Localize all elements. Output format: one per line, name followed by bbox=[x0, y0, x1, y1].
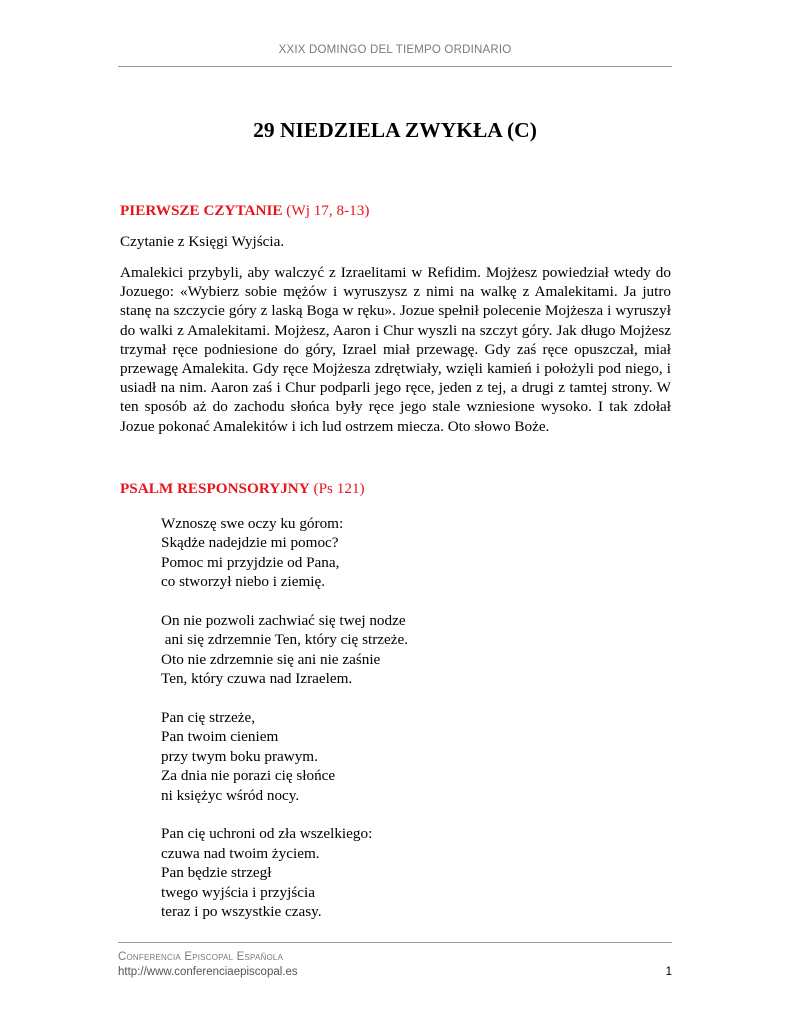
psalm-line: Pomoc mi przyjdzie od Pana, bbox=[161, 553, 340, 571]
footer-url-link[interactable]: http://www.conferenciaepiscopal.es bbox=[118, 966, 298, 978]
footer-organization: Conferencia Episcopal Española bbox=[118, 951, 284, 963]
psalm-line: Pan cię uchroni od zła wszelkiego: bbox=[161, 825, 373, 843]
psalm-body bbox=[161, 514, 408, 941]
psalm-line: czuwa nad twoim życiem. bbox=[161, 844, 320, 862]
footer-divider bbox=[118, 942, 672, 943]
first-reading-label: PIERWSZE CZYTANIE bbox=[120, 202, 283, 219]
first-reading-reference: (Wj 17, 8-13) bbox=[286, 202, 370, 219]
psalm-line: Wznoszę swe oczy ku górom: bbox=[161, 515, 344, 532]
psalm-label: PSALM RESPONSORYJNY bbox=[120, 480, 310, 497]
psalm-line: Pan twoim cieniem bbox=[161, 728, 279, 746]
first-reading-text: Amalekici przybyli, aby walczyć z Izraelitami w Refidim. Mojżesz powiedział wtedy do Jozuego: «Wybierz sobie mężów i wyruszysz z nimi na walkę z Amalekitami. Ja jutro stanę na szczycie góry z laską Boga w ręku». Jozue spełnił polecenie Mojżesza i wyruszył do walki z Amalekitami. Mojżesz, Aaron i Chur wyszli na szczyt góry. Jak długo Mojżesz trzymał ręce podniesione do góry, Izrael miał przewagę. Gdy zaś ręce opuszczał, miał przewagę Amalekita. Gdy ręce Mojżesza zdrętwiały, wzięli kamień i położyli pod niego, i usiadł na nim. Aaron zaś i Chur podparli jego ręce, jeden z tej, a drugi z tamtej strony. W ten sposób aż do zachodu słońca były ręce jego stale wzniesione wysoko. I tak zdołał Jozue pokonać Amalekitów i ich lud ostrzem miecza. Oto słowo Boże. bbox=[120, 264, 671, 435]
psalm-line: przy twym boku prawym. bbox=[161, 747, 318, 765]
psalm-line: ni księżyc wśród nocy. bbox=[161, 786, 300, 804]
page-number: 1 bbox=[665, 966, 672, 978]
psalm-line: teraz i po wszystkie czasy. bbox=[161, 903, 322, 921]
psalm-stanza bbox=[161, 708, 408, 805]
psalm-line: twego wyjścia i przyjścia bbox=[161, 883, 315, 901]
psalm-line: ani się zdrzemnie Ten, który cię strzeże. bbox=[161, 631, 409, 649]
psalm-line: Za dnia nie porazi cię słońce bbox=[161, 767, 336, 785]
psalm-stanza bbox=[161, 824, 408, 921]
psalm-line: Ten, który czuwa nad Izraelem. bbox=[161, 670, 353, 688]
psalm-line: Skądże nadejdzie mi pomoc? bbox=[161, 534, 339, 552]
psalm-stanza bbox=[161, 611, 408, 689]
psalm-line: Oto nie zdrzemnie się ani nie zaśnie bbox=[161, 650, 381, 668]
psalm-reference: (Ps 121) bbox=[313, 480, 365, 497]
first-reading-heading bbox=[120, 202, 369, 220]
psalm-heading bbox=[120, 480, 365, 498]
header-divider bbox=[118, 66, 672, 67]
page-title: 29 NIEDZIELA ZWYKŁA (C) bbox=[253, 118, 537, 142]
psalm-line: co stworzył niebo i ziemię. bbox=[161, 573, 326, 591]
running-header: XXIX DOMINGO DEL TIEMPO ORDINARIO bbox=[278, 44, 512, 56]
first-reading-intro: Czytanie z Księgi Wyjścia. bbox=[120, 233, 285, 250]
psalm-stanza bbox=[161, 514, 408, 592]
psalm-line: Pan cię strzeże, bbox=[161, 709, 256, 727]
psalm-line: On nie pozwoli zachwiać się twej nodze bbox=[161, 612, 406, 630]
psalm-line: Pan będzie strzegł bbox=[161, 864, 272, 882]
